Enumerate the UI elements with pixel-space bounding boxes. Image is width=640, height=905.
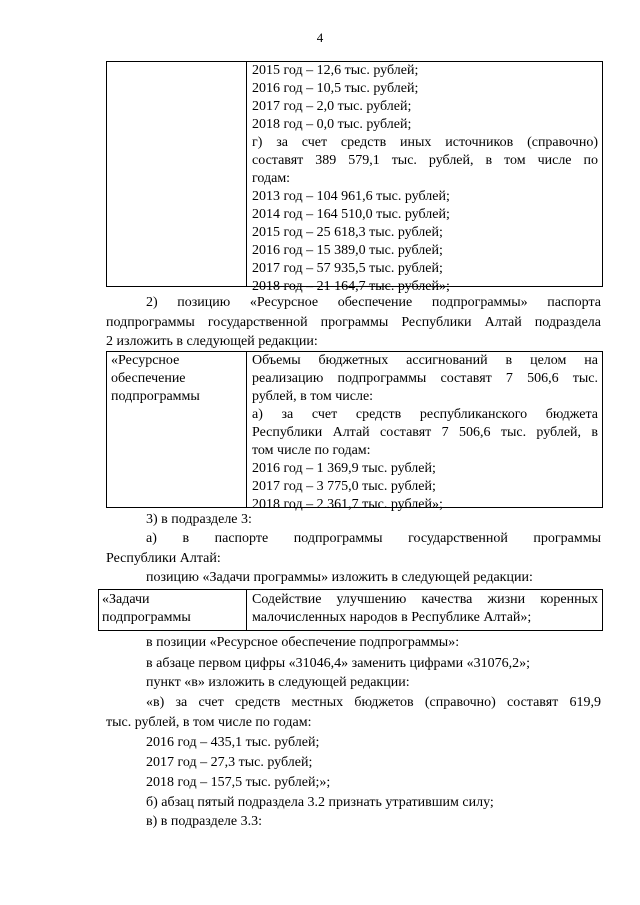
- table-line: Объемы бюджетных ассигнований в целом на: [252, 353, 598, 368]
- paragraph-line: 2 изложить в следующей редакции:: [106, 334, 318, 349]
- table-line: реализацию подпрограммы составят 7 506,6 тыс.: [252, 371, 598, 386]
- table-line: Республики Алтай составят 7 506,6 тыс. рублей, в: [252, 425, 598, 440]
- table-line: малочисленных народов в Республике Алтай»;: [252, 610, 532, 625]
- paragraph-line: «в) за счет средств местных бюджетов (справочно) составят 619,9: [146, 695, 601, 710]
- table-line: Содействие улучшению качества жизни коренных: [252, 592, 598, 607]
- table-line: 2016 год – 10,5 тыс. рублей;: [252, 81, 419, 96]
- paragraph-line: позицию «Задачи программы» изложить в следующей редакции:: [146, 570, 533, 585]
- paragraph-line: в абзаце первом цифры «31046,4» заменить цифрами «31076,2»;: [146, 656, 530, 671]
- table3-right-cell: [252, 591, 598, 627]
- table2-left-cell: [111, 352, 200, 406]
- table1-right-cell: [252, 62, 598, 296]
- paragraph-line: Республики Алтай:: [106, 551, 221, 566]
- table-line: 2016 год – 1 369,9 тыс. рублей;: [252, 461, 436, 476]
- table-divider: [246, 351, 247, 508]
- paragraph-line: 2) позицию «Ресурсное обеспечение подпрограммы» паспорта: [146, 295, 601, 310]
- table-line: г) за счет средств иных источников (справочно): [252, 135, 598, 150]
- table-line: том числе по годам:: [252, 443, 371, 458]
- table-line: 2015 год – 25 618,3 тыс. рублей;: [252, 225, 443, 240]
- paragraph-line: 2018 год – 157,5 тыс. рублей;»;: [146, 775, 331, 790]
- paragraph-line: б) абзац пятый подраздела 3.2 признать утратившим силу;: [146, 795, 494, 810]
- paragraph-line: тыс. рублей, в том числе по годам:: [106, 715, 312, 730]
- table-line: рублей, в том числе:: [252, 389, 374, 404]
- table-line: обеспечение: [111, 371, 186, 386]
- table-line: подпрограммы: [111, 389, 200, 404]
- table3-left-cell: [102, 591, 191, 627]
- table-divider: [246, 61, 247, 287]
- paragraph-line: а) в паспорте подпрограммы государственной программы: [146, 531, 601, 546]
- table-line: 2017 год – 57 935,5 тыс. рублей;: [252, 261, 443, 276]
- page-number: 4: [316, 30, 324, 45]
- paragraph-line: 2017 год – 27,3 тыс. рублей;: [146, 755, 313, 770]
- table2-right-cell: [252, 352, 598, 514]
- table-line: 2018 год – 21 164,7 тыс. рублей»;: [252, 279, 450, 294]
- paragraph-line: пункт «в» изложить в следующей редакции:: [146, 675, 410, 690]
- paragraph-line: 2016 год – 435,1 тыс. рублей;: [146, 735, 320, 750]
- table-line: 2013 год – 104 961,6 тыс. рублей;: [252, 189, 450, 204]
- paragraph-line: подпрограммы государственной программы Республики Алтай подраздела: [106, 315, 601, 330]
- paragraph-line: 3) в подразделе 3:: [146, 512, 252, 527]
- table-line: годам:: [252, 171, 291, 186]
- table-line: а) за счет средств республиканского бюджета: [252, 407, 598, 422]
- table-line: «Задачи: [102, 592, 150, 607]
- table-line: 2017 год – 3 775,0 тыс. рублей;: [252, 479, 436, 494]
- table-line: 2018 год – 2 361,7 тыс. рублей»;: [252, 497, 443, 512]
- table-line: «Ресурсное: [111, 353, 180, 368]
- table-line: 2016 год – 15 389,0 тыс. рублей;: [252, 243, 443, 258]
- table-line: 2017 год – 2,0 тыс. рублей;: [252, 99, 412, 114]
- table-line: 2018 год – 0,0 тыс. рублей;: [252, 117, 412, 132]
- table-line: составят 389 579,1 тыс. рублей, в том числе по: [252, 153, 598, 168]
- table-divider: [246, 589, 247, 631]
- table-line: 2015 год – 12,6 тыс. рублей;: [252, 63, 419, 78]
- table-line: подпрограммы: [102, 610, 191, 625]
- table-line: 2014 год – 164 510,0 тыс. рублей;: [252, 207, 450, 222]
- paragraph-line: в) в подразделе 3.3:: [146, 814, 263, 829]
- paragraph-line: в позиции «Ресурсное обеспечение подпрограммы»:: [146, 635, 460, 650]
